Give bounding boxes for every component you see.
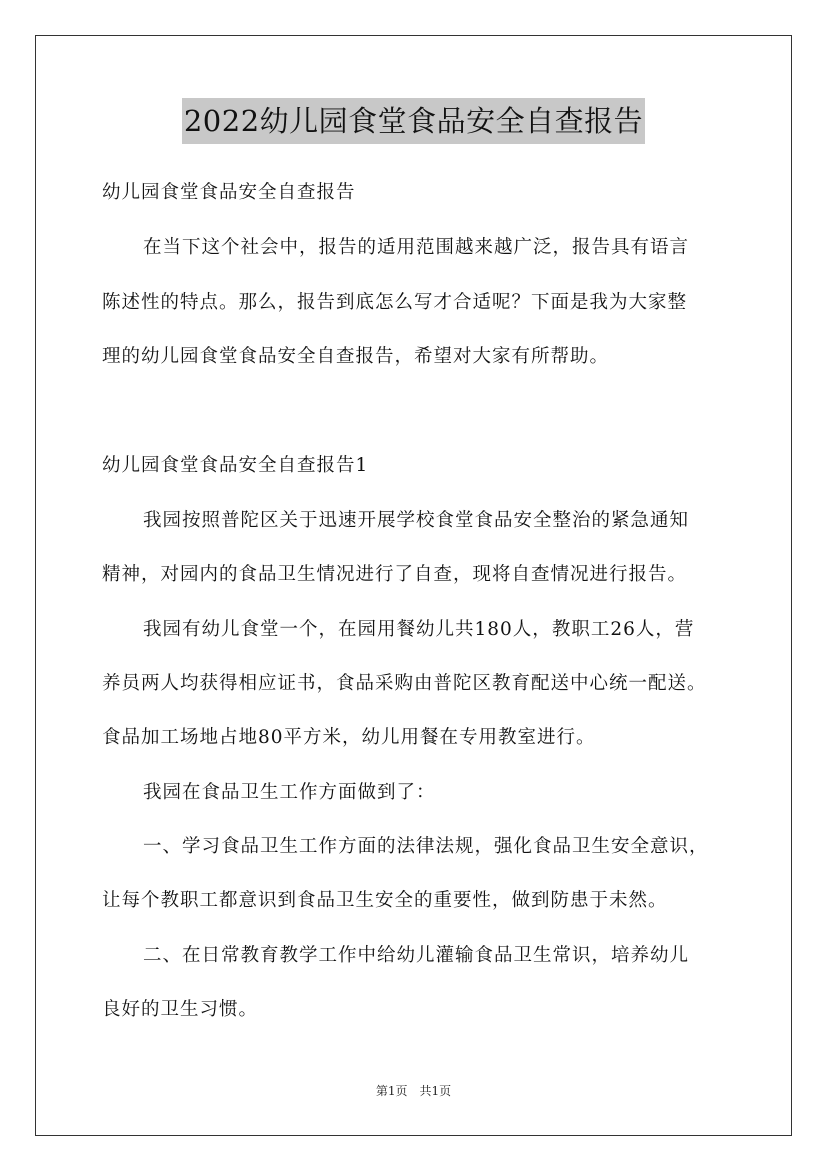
text-line: 让每个教职工都意识到食品卫生安全的重要性，做到防患于未然。 — [102, 890, 668, 911]
text-line: 精神，对园内的食品卫生情况进行了自查，现将自查情况进行报告。 — [102, 564, 688, 585]
text-line: 我园在食品卫生工作方面做到了： — [143, 782, 436, 803]
text-line: 在当下这个社会中，报告的适用范围越来越广泛，报告具有语言 — [143, 237, 690, 258]
title-container — [0, 98, 827, 144]
text-line: 我园有幼儿食堂一个，在园用餐幼儿共180人，教职工26人，营 — [143, 619, 695, 640]
text-line: 我园按照普陀区关于迅速开展学校食堂食品安全整治的紧急通知 — [143, 510, 690, 531]
text-line: 良好的卫生习惯。 — [102, 999, 259, 1020]
text-line: 理的幼儿园食堂食品安全自查报告，希望对大家有所帮助。 — [102, 346, 610, 367]
page-number: 第1页 共1页 — [375, 1084, 452, 1098]
text-line: 食品加工场地占地80平方米，幼儿用餐在专用教室进行。 — [102, 727, 596, 748]
text-line: 养员两人均获得相应证书，食品采购由普陀区教育配送中心统一配送。 — [102, 673, 707, 694]
section-heading: 幼儿园食堂食品安全自查报告1 — [102, 455, 369, 476]
text-line: 一、学习食品卫生工作方面的法律法规，强化食品卫生安全意识， — [143, 836, 709, 857]
document-title: 2022幼儿园食堂食品安全自查报告 — [182, 98, 645, 144]
text-line: 幼儿园食堂食品安全自查报告 — [102, 182, 356, 203]
text-line: 二、在日常教育教学工作中给幼儿灌输食品卫生常识，培养幼儿 — [143, 945, 690, 966]
text-line: 陈述性的特点。那么，报告到底怎么写才合适呢？下面是我为大家整 — [102, 292, 688, 313]
